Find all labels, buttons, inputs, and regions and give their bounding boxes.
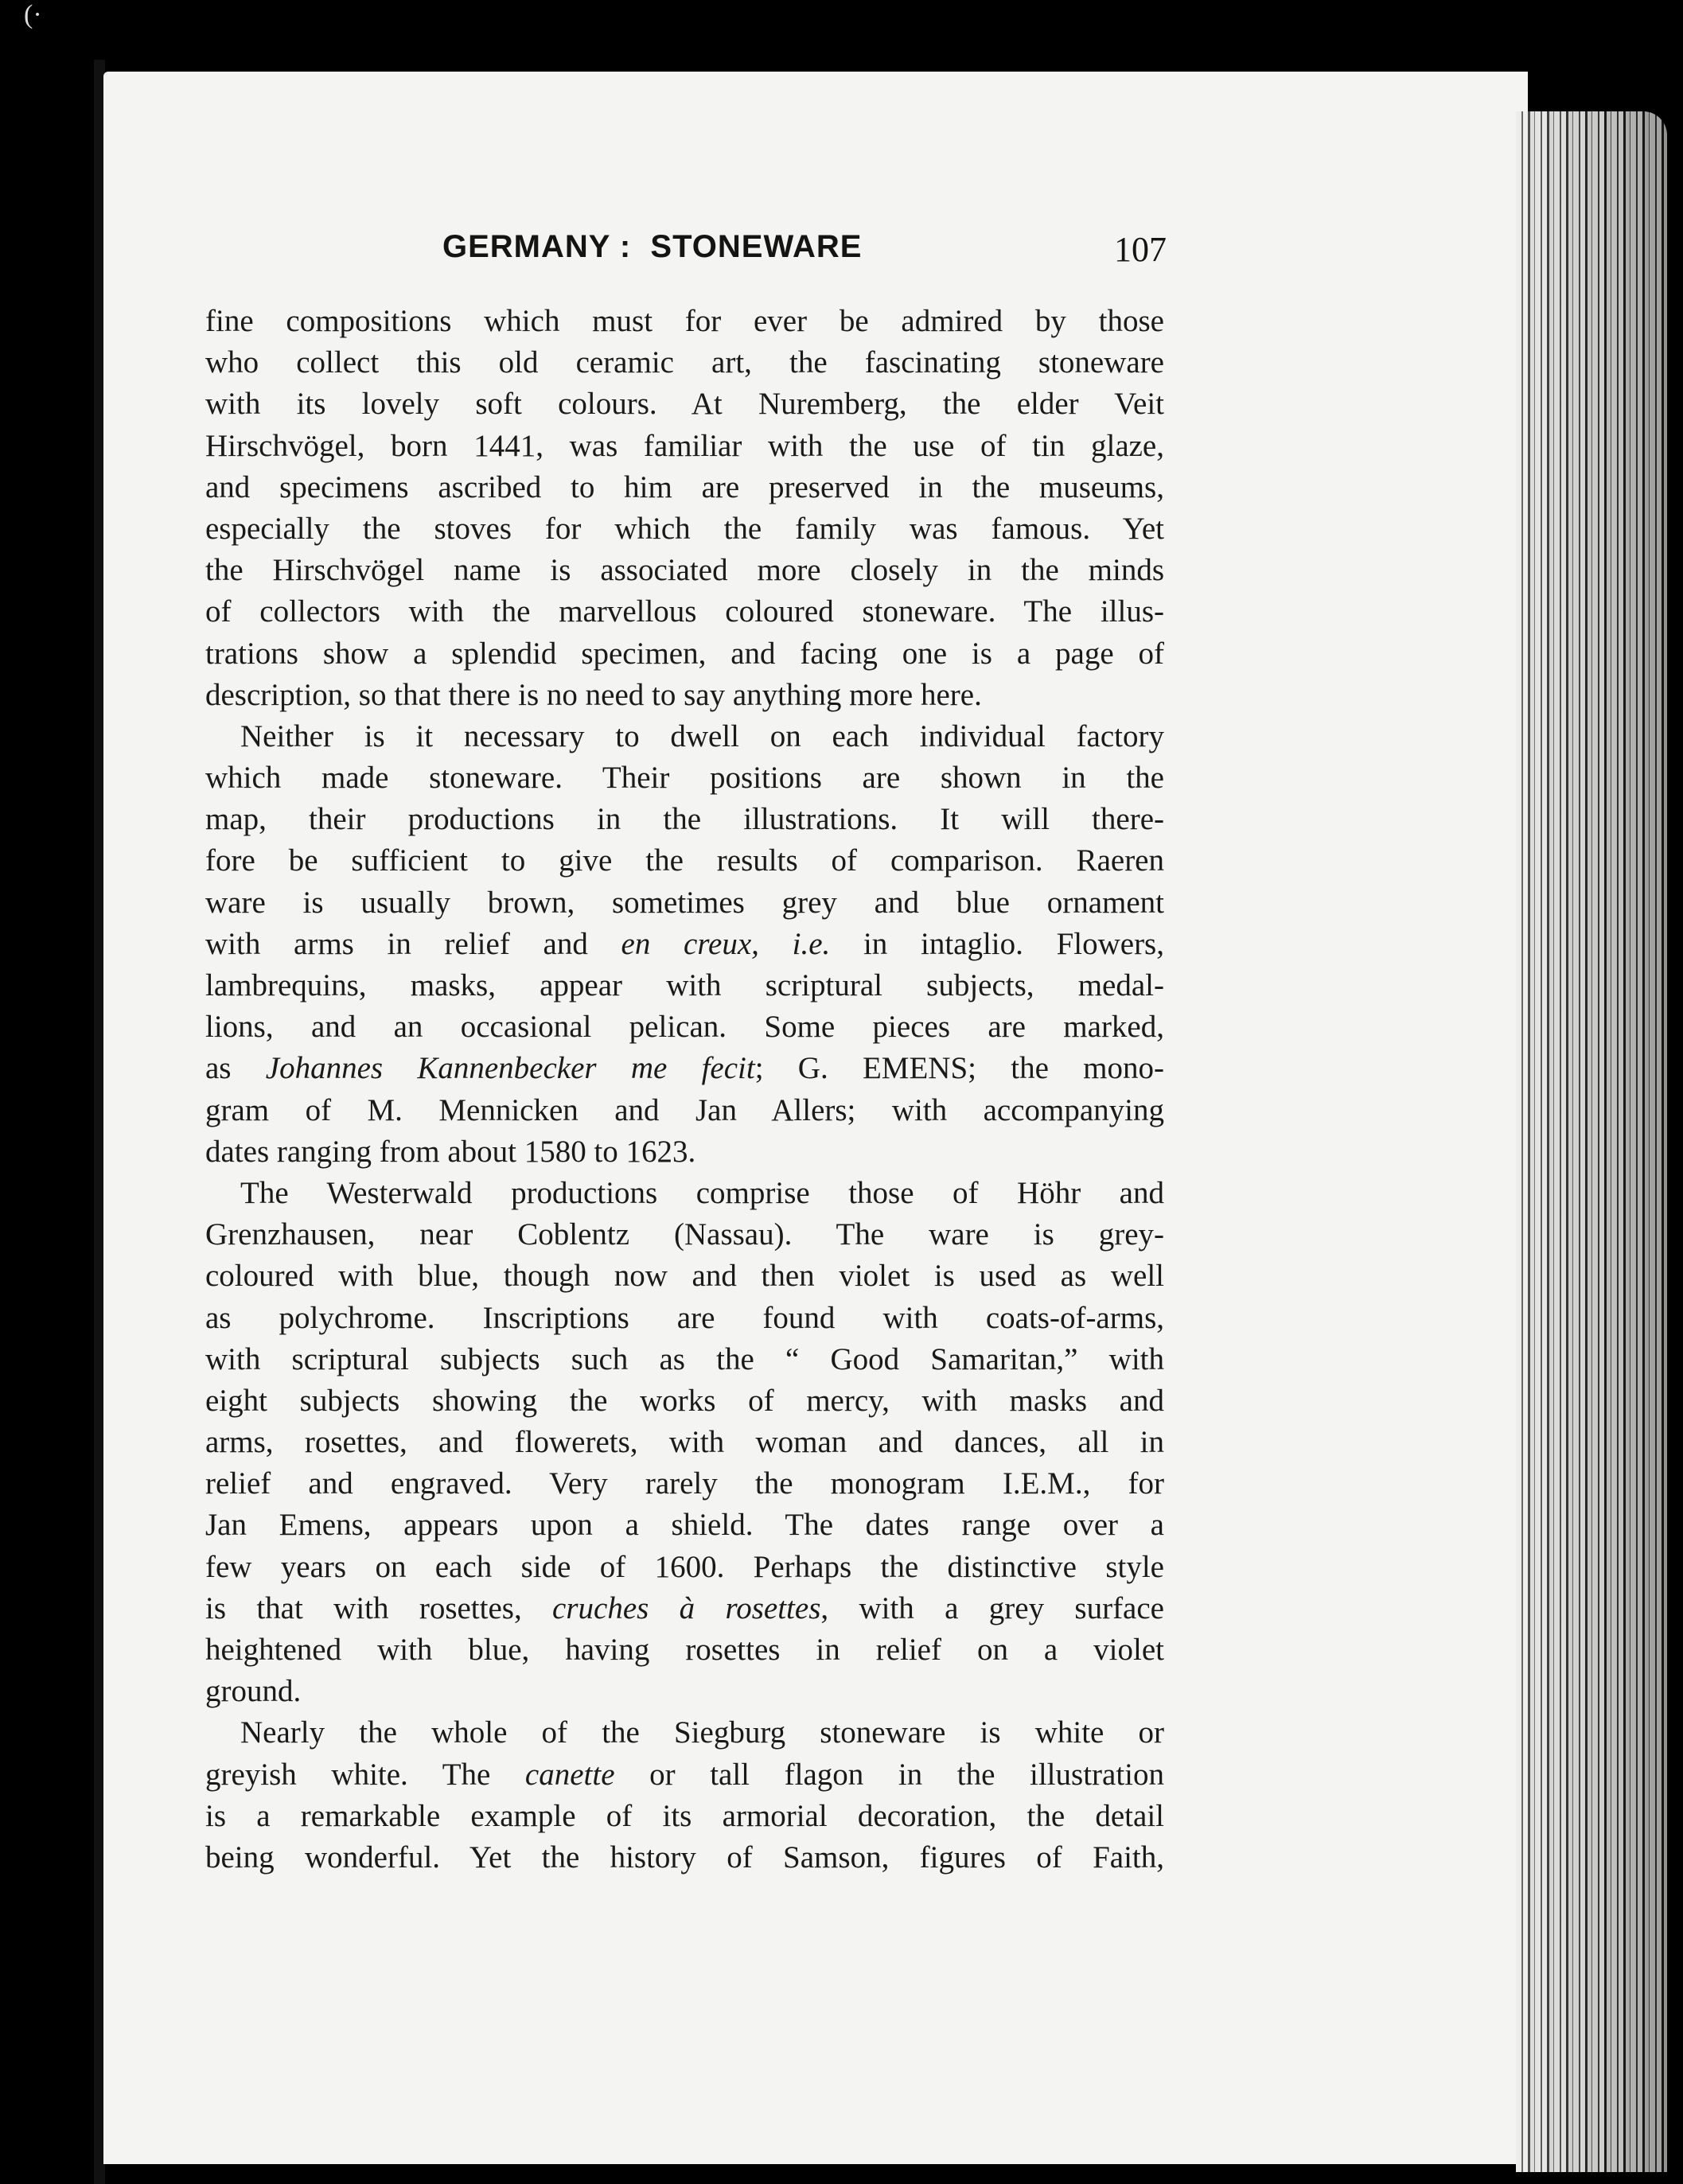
body-text [205, 301, 1164, 1878]
page-edges [1516, 111, 1667, 2172]
text-line: who collect this old ceramic art, the fascinating stoneware [205, 345, 1164, 380]
italic-text: cruches à rosettes [552, 1590, 821, 1625]
text-line: being wonderful. Yet the history of Samson, figures of Faith, [205, 1839, 1164, 1875]
text-line: fine compositions which must for ever be admired by those [205, 304, 1164, 338]
text-line: the Hirschvögel name is associated more closely in the minds [205, 553, 1164, 588]
text-line: and specimens ascribed to him are preserved in the museums, [205, 469, 1164, 504]
text-line: Nearly the whole of the Siegburg stoneware is white or [240, 1715, 1164, 1750]
text-line: ware is usually brown, sometimes grey and blue ornament [205, 885, 1164, 920]
text-line: eight subjects showing the works of mercy, with masks and [205, 1383, 1164, 1418]
text-line: coloured with blue, though now and then violet is used as well [205, 1259, 1164, 1294]
text-line: dates ranging from about 1580 to 1623. [205, 1134, 696, 1169]
text-line: The Westerwald productions comprise those of Höhr and [240, 1175, 1164, 1210]
text-line: with scriptural subjects such as the “ Good Samaritan,” with [205, 1341, 1164, 1376]
text-line: lambrequins, masks, appear with scriptural subjects, medal- [205, 968, 1164, 1002]
scan-mark: (· [24, 0, 42, 29]
text-line: fore be sufficient to give the results of comparison. Raeren [205, 843, 1164, 878]
text-line: arms, rosettes, and flowerets, with woman and dances, all in [205, 1425, 1164, 1460]
text-line: lions, and an occasional pelican. Some pieces are marked, [205, 1010, 1164, 1045]
text-line: with its lovely soft colours. At Nuremberg, the elder Veit [205, 387, 1164, 422]
text-line: Jan Emens, appears upon a shield. The dates range over a [205, 1508, 1164, 1543]
text-line: is a remarkable example of its armorial decoration, the detail [205, 1798, 1164, 1833]
text-line: especially the stoves for which the family was famous. Yet [205, 511, 1164, 546]
text-line: gram of M. Mennicken and Jan Allers; with accompanying [205, 1092, 1164, 1127]
text-line: ground. [205, 1674, 302, 1709]
text-line: relief and engraved. Very rarely the monogram I.E.M., for [205, 1466, 1164, 1501]
text-line: as polychrome. Inscriptions are found with coats-of-arms, [205, 1300, 1164, 1335]
text-line: Hirschvögel, born 1441, was familiar with the use of tin glaze, [205, 428, 1164, 463]
text-line: of collectors with the marvellous coloured stoneware. The illus- [205, 594, 1164, 629]
text-line: map, their productions in the illustrations. It will there- [205, 802, 1164, 837]
italic-text: en creux, i.e. [621, 926, 831, 961]
page-number: 107 [1114, 230, 1167, 269]
text-line: greyish white. The canette or tall flagon in the illustration [205, 1757, 1164, 1792]
page-title: GERMANY : STONEWARE [442, 229, 863, 264]
text-line: is that with rosettes, cruches à rosettes, with a grey surface [205, 1590, 1164, 1625]
text-line: Neither is it necessary to dwell on each individual factory [240, 718, 1164, 753]
text-line: with arms in relief and en creux, i.e. in intaglio. Flowers, [205, 926, 1164, 961]
italic-text: canette [524, 1757, 615, 1792]
text-line: heightened with blue, having rosettes in relief on a violet [205, 1633, 1164, 1667]
text-line: Grenzhausen, near Coblentz (Nassau). The ware is grey- [205, 1217, 1164, 1252]
text-line: which made stoneware. Their positions are shown in the [205, 761, 1164, 796]
text-line: few years on each side of 1600. Perhaps the distinctive style [205, 1549, 1164, 1584]
running-header [204, 229, 1167, 285]
text-line: as Johannes Kannenbecker me fecit; G. EMENS; the mono- [205, 1051, 1164, 1086]
text-line: trations show a splendid specimen, and facing one is a page of [205, 636, 1164, 671]
italic-text: Johannes Kannenbecker me fecit [265, 1051, 755, 1086]
text-line: description, so that there is no need to say anything more here. [205, 677, 982, 712]
